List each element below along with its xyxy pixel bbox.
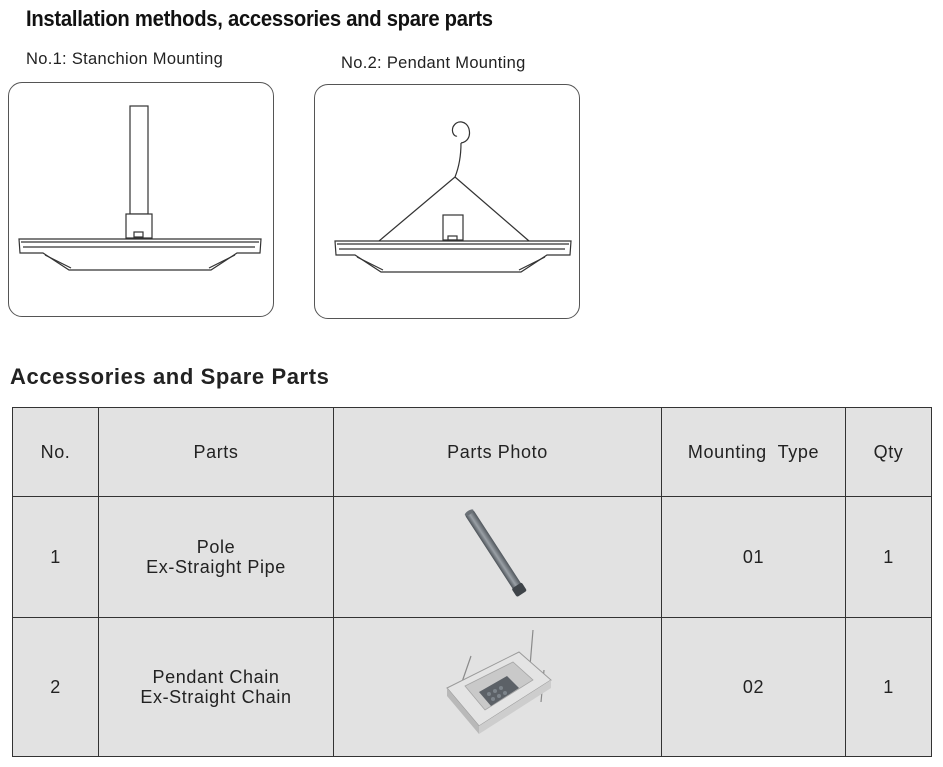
header-qty: Qty [846,408,932,497]
part-name-line: Pole [196,537,236,557]
method-2-panel [314,84,580,319]
row-qty: 1 [846,497,932,618]
part-name-line: Pendant Chain [152,667,280,687]
straight-pipe-photo-icon [438,507,558,607]
header-no: No. [13,408,99,497]
header-parts-photo: Parts Photo [334,408,662,497]
row-part-photo [334,618,662,757]
accessories-table [12,407,932,757]
row-qty: 1 [846,618,932,757]
row-part-name [99,497,334,618]
header-parts: Parts [99,408,334,497]
method-1-panel [8,82,274,317]
table-header-row [13,408,932,497]
table-row [13,618,932,757]
row-part-name [99,618,334,757]
row-mounting-type: 01 [662,497,846,618]
row-no: 1 [13,497,99,618]
pendant-mounting-drawing-icon [315,85,579,318]
pendant-chain-photo-icon [433,622,563,752]
row-part-photo [334,497,662,618]
stanchion-mounting-drawing-icon [9,83,273,316]
part-subname-line: Ex-Straight Chain [140,687,292,707]
method-1-label: No.1: Stanchion Mounting [26,50,224,68]
accessories-title: Accessories and Spare Parts [10,364,330,389]
part-subname-line: Ex-Straight Pipe [146,557,286,577]
table-row [13,497,932,618]
page-title: Installation methods, accessories and spare parts [26,6,493,31]
row-mounting-type: 02 [662,618,846,757]
method-2-label: No.2: Pendant Mounting [341,54,526,72]
header-mounting-type: Mounting Type [662,408,846,497]
row-no: 2 [13,618,99,757]
